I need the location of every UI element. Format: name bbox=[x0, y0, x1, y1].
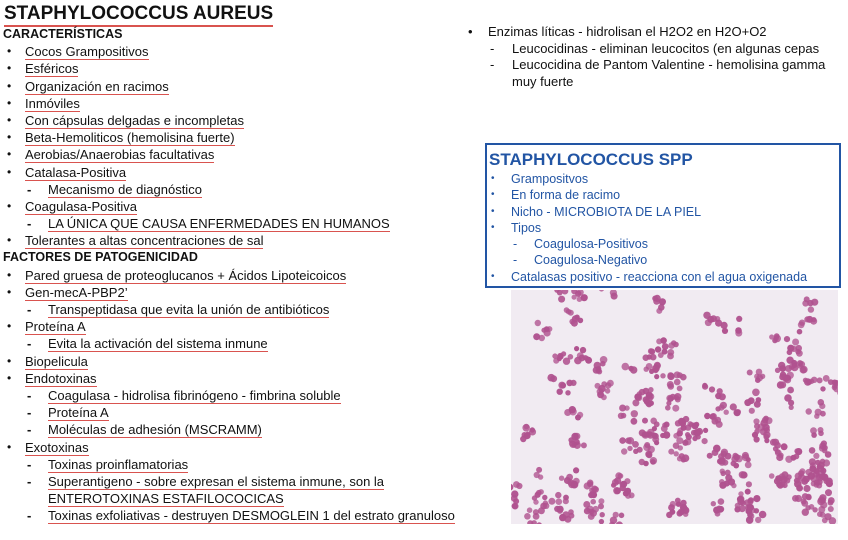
list-item-text: LA ÚNICA QUE CAUSA ENFERMEDADES EN HUMANOS bbox=[48, 216, 390, 232]
list-item bbox=[3, 78, 503, 95]
list-item-text: Enzimas líticas - hidrolisan el H2O2 en H2O+O2 bbox=[488, 24, 767, 39]
list-item-text: Moléculas de adhesión (MSCRAMM) bbox=[48, 422, 262, 438]
list-item-text: Aerobias/Anaerobias facultativas bbox=[25, 147, 215, 163]
list-item-text: ENTEROTOXINAS ESTAFILOCOCICAS bbox=[48, 491, 284, 507]
list-item-text: Transpeptidasa que evita la unión de antibióticos bbox=[48, 302, 330, 317]
list-item bbox=[3, 387, 503, 404]
box-item bbox=[487, 204, 839, 220]
list-item bbox=[3, 215, 503, 232]
list-item-text: CARACTERÍSTICAS bbox=[3, 27, 123, 41]
list-item-text: Pared gruesa de proteoglucanos + Ácidos Lipoteicoicos bbox=[25, 267, 347, 283]
box-item bbox=[487, 236, 839, 252]
box-item bbox=[487, 187, 839, 203]
list-item bbox=[3, 95, 503, 112]
list-item bbox=[3, 421, 503, 438]
box-item-text: Grampositvos bbox=[511, 172, 589, 186]
list-item-text: Beta-Hemoliticos (hemolisina fuerte) bbox=[25, 130, 235, 146]
micrograph-image bbox=[511, 290, 838, 524]
box-list bbox=[487, 171, 839, 285]
list-item bbox=[3, 370, 503, 387]
enzymes-list bbox=[466, 24, 846, 90]
list-item bbox=[3, 318, 503, 335]
list-item-text: Coagulasa - hidrolisa fibrinógeno - fimbrina soluble bbox=[48, 387, 341, 403]
list-item bbox=[3, 146, 503, 163]
list-item-text: Inmóviles bbox=[25, 95, 80, 111]
box-item bbox=[487, 252, 839, 268]
list-item-text: Catalasa-Positiva bbox=[25, 164, 127, 180]
box-item bbox=[487, 220, 839, 236]
list-item-text: Organización en racimos bbox=[25, 78, 169, 94]
list-item bbox=[3, 112, 503, 129]
list-item bbox=[3, 198, 503, 215]
box-item-text: Coagulosa-Negativo bbox=[534, 253, 648, 268]
list-item-text: Toxinas exfoliativas - destruyen DESMOGLEIN 1 del estrato granuloso bbox=[48, 508, 455, 524]
gram-stain-micrograph bbox=[511, 290, 838, 524]
list-item-text: Proteína A bbox=[25, 319, 86, 335]
box-title: STAPHYLOCOCCUS SPP bbox=[489, 150, 693, 169]
box-item bbox=[487, 269, 839, 285]
list-item-text: Mecanismo de diagnóstico bbox=[48, 181, 202, 197]
list-item bbox=[466, 41, 846, 58]
list-item-text: Toxinas proinflamatorias bbox=[48, 456, 189, 472]
list-item bbox=[3, 507, 503, 524]
list-item bbox=[3, 284, 503, 301]
list-item bbox=[3, 335, 503, 352]
staphylococcus-spp-box bbox=[485, 143, 841, 288]
list-item bbox=[3, 456, 503, 473]
list-item bbox=[3, 473, 503, 490]
list-item bbox=[3, 301, 503, 318]
box-item-text: Coagulosa-Positivos bbox=[534, 237, 648, 252]
list-item bbox=[3, 164, 503, 181]
list-item bbox=[3, 353, 503, 370]
list-item bbox=[3, 43, 503, 60]
list-item-text: Exotoxinas bbox=[25, 439, 89, 455]
section-heading bbox=[3, 26, 503, 43]
list-item-text: Biopelicula bbox=[25, 353, 88, 369]
list-item-text: Tolerantes a altas concentraciones de sal bbox=[25, 233, 264, 249]
box-item-text: Catalasas positivo - reacciona con el agua oxigenada bbox=[511, 269, 808, 284]
list-item-text: Evita la activación del sistema inmune bbox=[48, 336, 268, 352]
characteristics-list bbox=[3, 26, 503, 524]
list-item bbox=[3, 129, 503, 146]
list-item-text: Cocos Grampositivos bbox=[25, 44, 149, 60]
page-title: STAPHYLOCOCCUS AUREUS bbox=[4, 3, 273, 27]
list-item-text: Esféricos bbox=[25, 61, 79, 77]
section-heading bbox=[3, 249, 503, 266]
list-item bbox=[3, 181, 503, 198]
list-item-text: Con cápsulas delgadas e incompletas bbox=[25, 112, 244, 128]
list-item bbox=[3, 439, 503, 456]
list-item-text: Superantigeno - sobre expresan el sistema inmune, son la bbox=[48, 473, 385, 489]
list-item-text: Coagulasa-Positiva bbox=[25, 198, 138, 214]
list-item-text: Leucocidina de Pantom Valentine - hemolisina gamma muy fuerte bbox=[512, 57, 826, 89]
list-item bbox=[466, 57, 846, 90]
list-item bbox=[3, 404, 503, 421]
list-item bbox=[3, 232, 503, 249]
box-item-text: Nicho - MICROBIOTA DE LA PIEL bbox=[511, 204, 702, 219]
list-item-text: Gen-mecA-PBP2’ bbox=[25, 284, 128, 300]
box-item-text: En forma de racimo bbox=[511, 188, 621, 203]
box-item bbox=[487, 171, 839, 187]
list-item-text: Proteína A bbox=[48, 405, 109, 421]
list-item-text: Leucocidinas - eliminan leucocitos (en algunas cepas bbox=[512, 40, 820, 56]
list-item bbox=[3, 60, 503, 77]
list-item-text: Endotoxinas bbox=[25, 370, 97, 386]
list-item-text: FACTORES DE PATOGENICIDAD bbox=[3, 250, 198, 265]
list-item bbox=[466, 24, 846, 41]
list-item bbox=[3, 490, 503, 507]
list-item bbox=[3, 267, 503, 284]
box-item-text: Tipos bbox=[511, 220, 542, 235]
